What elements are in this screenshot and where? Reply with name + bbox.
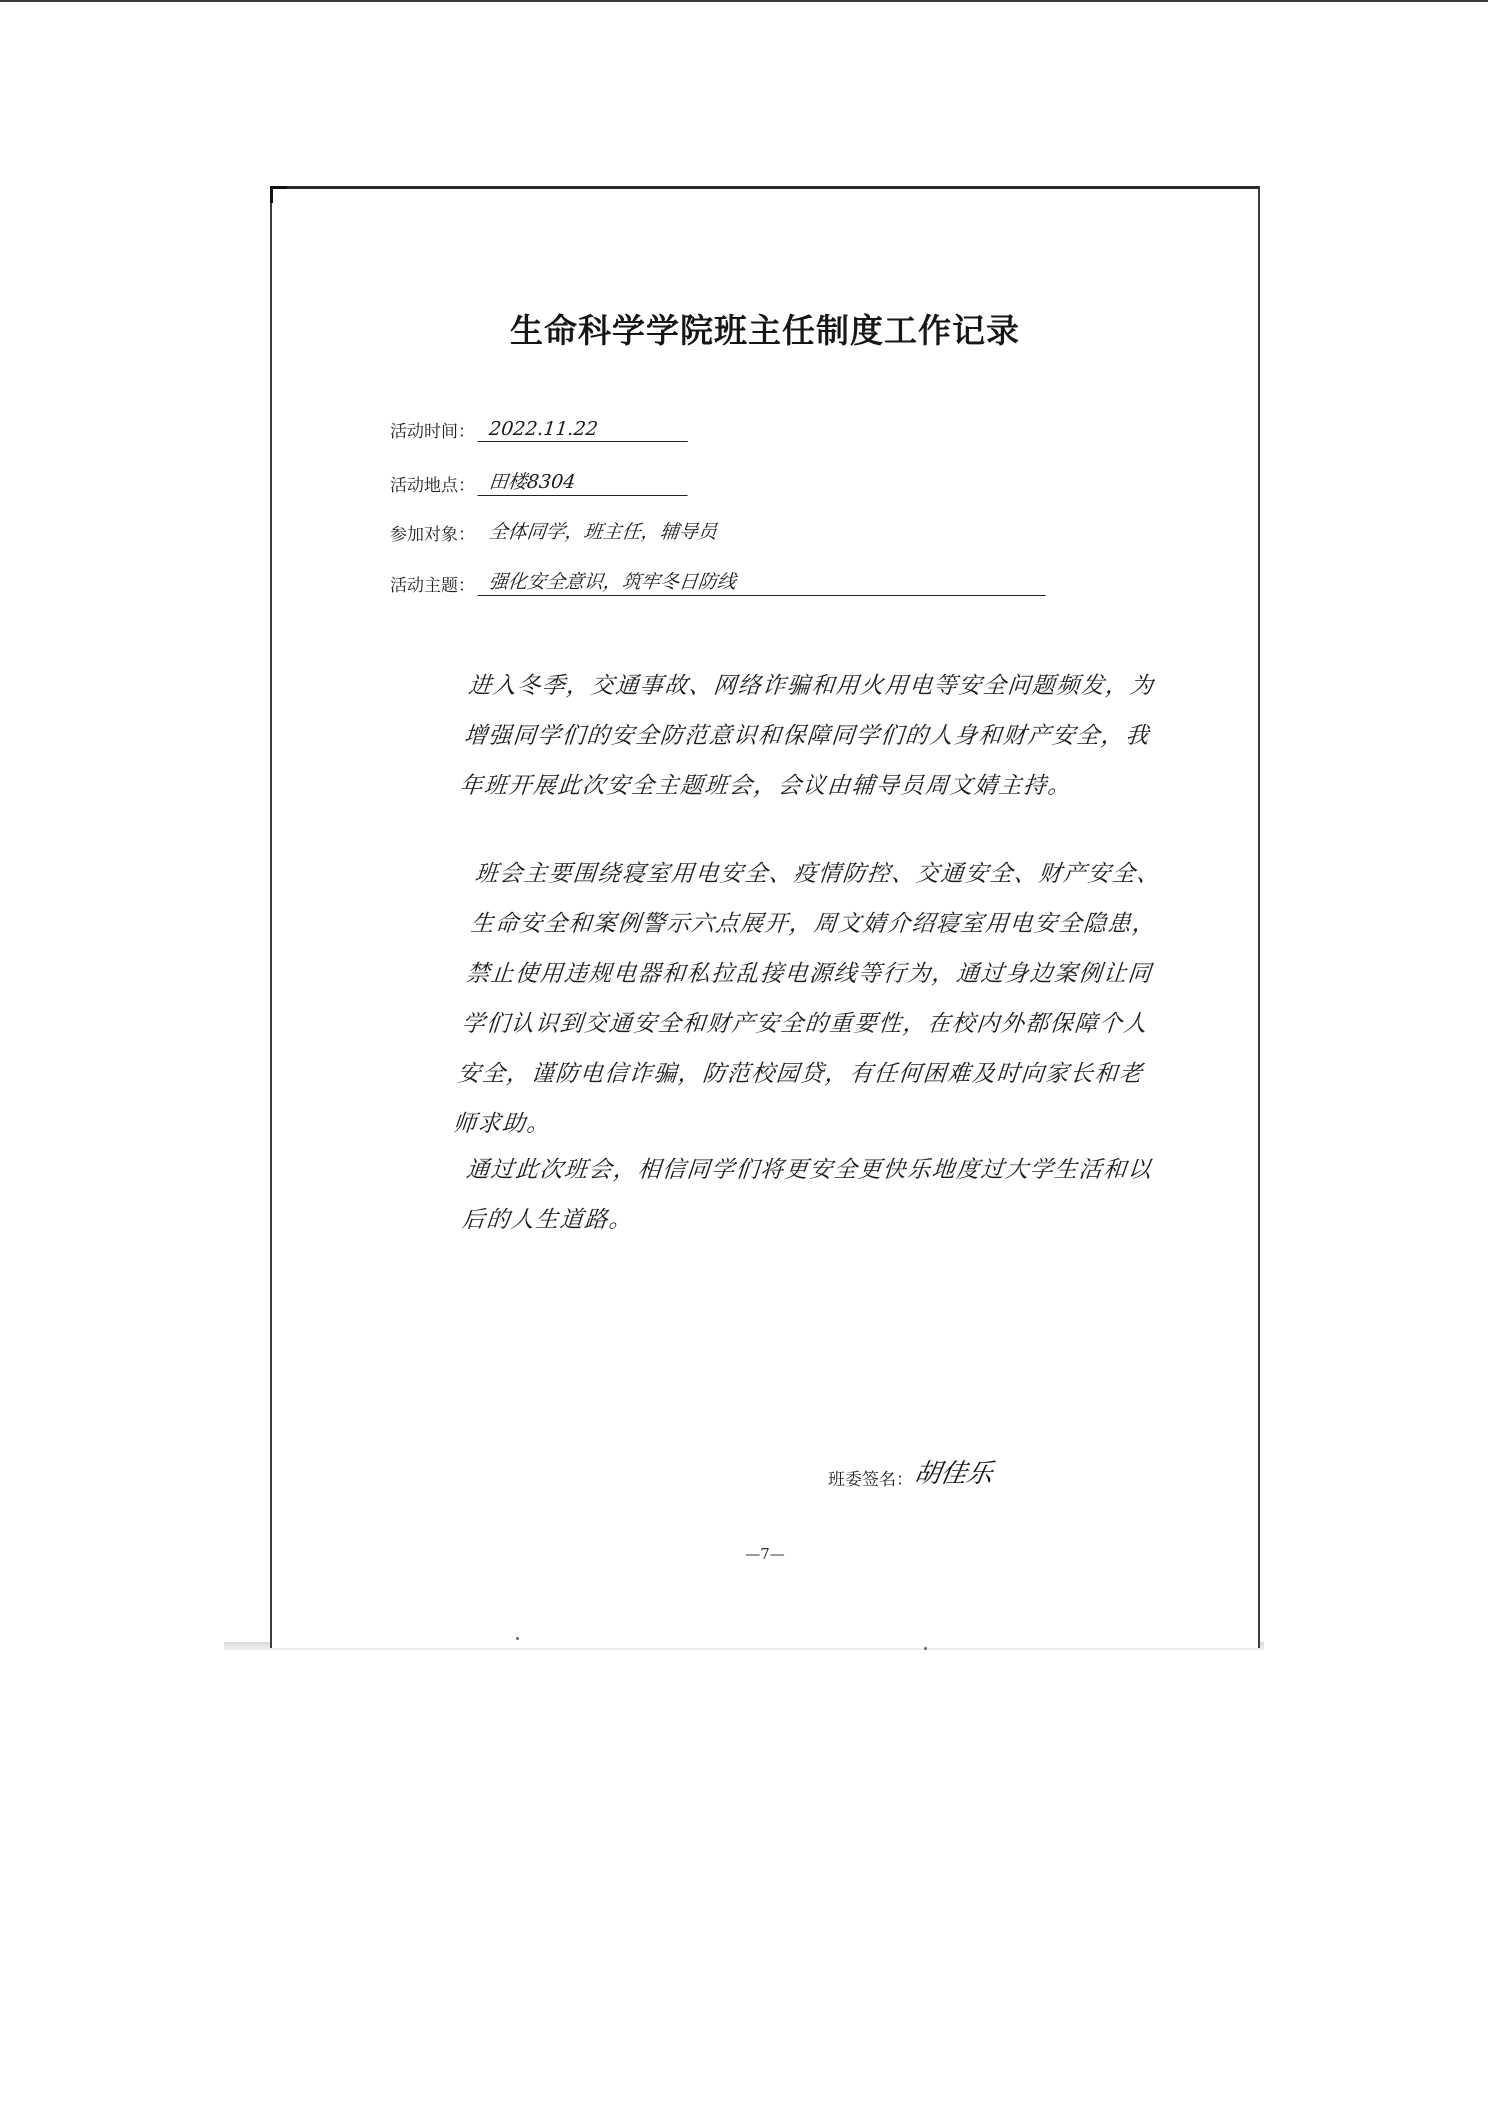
field-label: 活动地点： [390,476,475,496]
signature-name: 胡佳乐 [911,1459,996,1489]
handwritten-paragraph-2 [399,849,1177,1149]
paragraph-text: 通过此次班会，相信同学们将更安全更快乐地度过大学生活和以后的人生道路。 [460,1157,1154,1233]
handwritten-paragraph-3 [408,1145,1169,1245]
field-participants [390,517,759,545]
scan-speck [924,1647,927,1650]
page-number: —7— [745,1545,785,1563]
field-activity-time [390,417,689,442]
scan-speck [516,1637,519,1640]
handwritten-paragraph-1 [405,661,1170,811]
paragraph-text: 进入冬季，交通事故、网络诈骗和用火用电等安全问题频发，为增强同学们的安全防范意识和保障同学们的人身和财产安全，我年班开展此次安全主题班会，会议由辅导员周文婧主持。 [458,673,1156,799]
document-page [270,186,1260,1648]
field-label: 参加对象： [390,525,475,545]
field-activity-place [390,467,689,496]
signature-block [828,1453,996,1490]
field-label: 活动主题： [390,576,475,596]
scan-top-border [0,0,1488,2]
field-value: 2022.11.22 [478,418,691,442]
paragraph-text: 班会主要围绕寝室用电安全、疫情防控、交通安全、财产安全、生命安全和案例警示六点展开，周文婧介绍寝室用电安全隐患，禁止使用违规电器和私拉乱接电源线等行为，通过身边案例让同学们认识到交通安全和财产安全的重要性，在校内外都保障个人安全，谨防电信诈骗，防范校园贷，有任何困难及时向家长和老师求助。 [451,861,1163,1137]
field-activity-theme [390,567,1047,596]
signature-label: 班委签名： [828,1470,913,1490]
document-title: 生命科学学院班主任制度工作记录 [510,311,1020,350]
field-value: 田楼8304 [477,467,690,496]
field-value: 全体同学，班主任，辅导员 [487,521,719,543]
field-value: 强化安全意识，筑牢冬日防线 [477,567,1048,596]
field-label: 活动时间： [390,422,475,442]
